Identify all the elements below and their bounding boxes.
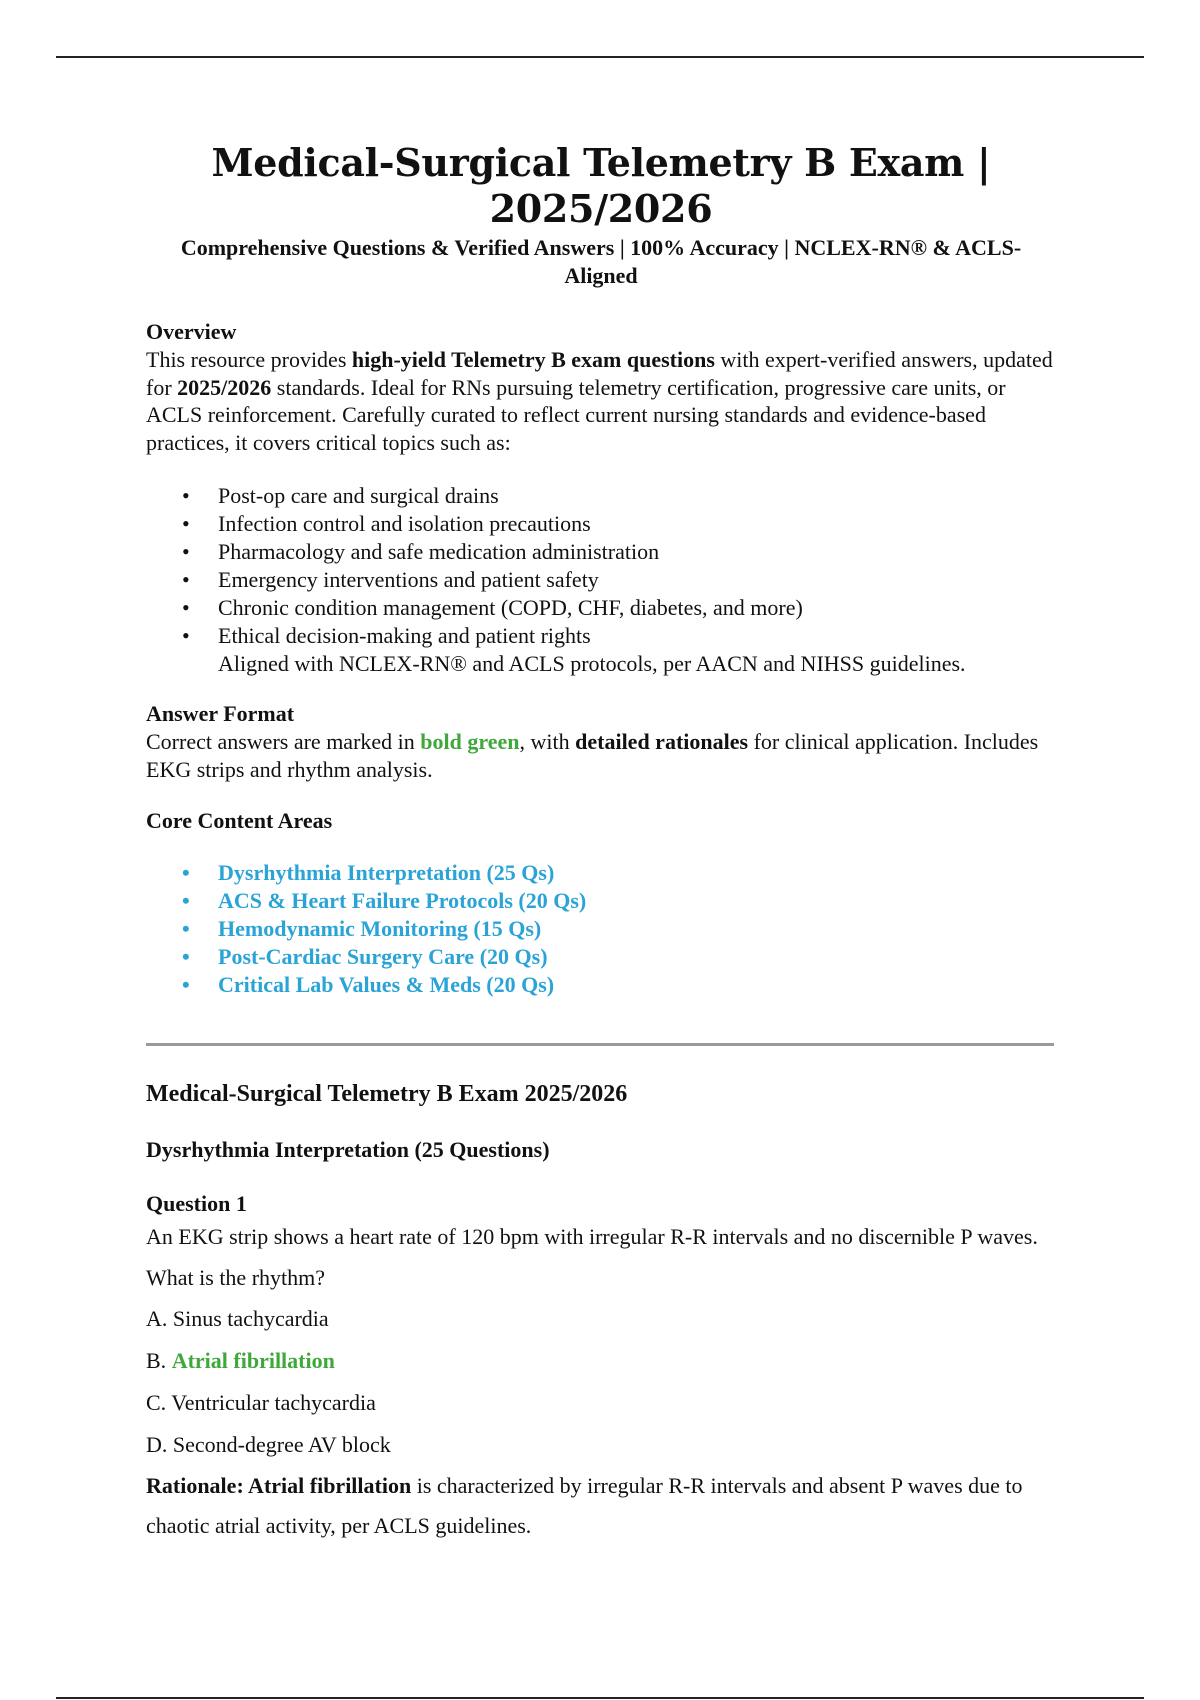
bottom-rule [56,1697,1144,1699]
core-item-hemodynamic[interactable]: • Hemodynamic Monitoring (15 Qs) [146,915,1056,943]
question-label: Question 1 [146,1191,247,1216]
list-item: • Chronic condition management (COPD, CHF, diabetes, and more) [146,594,1056,622]
core-content-heading: Core Content Areas [146,808,333,833]
topic-list [146,482,1056,650]
exam-title: Medical-Surgical Telemetry B Exam 2025/2026 [146,1081,628,1107]
question-text: An EKG strip shows a heart rate of 120 bpm with irregular R-R intervals and no discernible P waves. What is the rhythm? [146,1224,1038,1290]
section-title: Dysrhythmia Interpretation (25 Questions) [146,1137,550,1162]
core-item-critical-labs[interactable]: • Critical Lab Values & Meds (20 Qs) [146,971,1056,999]
answer-format-paragraph: Correct answers are marked in bold green, with detailed rationales for clinical application. Includes EKG strips and rhythm analysis. [146,729,1039,782]
option-b: B. Atrial fibrillation [146,1348,335,1373]
core-item-dysrhythmia[interactable]: • Dysrhythmia Interpretation (25 Qs) [146,859,1056,887]
top-rule [56,56,1144,58]
option-a: A. Sinus tachycardia [146,1306,329,1331]
core-item-acs-heart-failure[interactable]: • ACS & Heart Failure Protocols (20 Qs) [146,887,1056,915]
overview-paragraph: This resource provides high-yield Telemetry B exam questions with expert-verified answers, updated for 2025/2026 standards. Ideal for RNs pursuing telemetry certification, progressive care units, or ACLS reinforcement. Carefully curated to reflect current nursing standards and evidence-based practices, it covers critical topics such as: [146,347,1053,455]
list-item: • Post-op care and surgical drains [146,482,1056,510]
bold-green-sample: bold green [420,729,520,754]
question-block [146,1216,1056,1546]
document-title: Medical-Surgical Telemetry B Exam | 2025/2026 [211,140,991,231]
overview-heading: Overview [146,319,237,344]
document-page [146,140,1056,1546]
list-item: • Infection control and isolation precautions [146,510,1056,538]
core-content-list [146,859,1056,999]
list-item: • Emergency interventions and patient safety [146,566,1056,594]
option-c: C. Ventricular tachycardia [146,1390,376,1415]
document-subtitle: Comprehensive Questions & Verified Answers | 100% Accuracy | NCLEX-RN® & ACLS-Aligned [180,235,1022,288]
list-item: • Ethical decision-making and patient rights [146,622,1056,650]
option-d: D. Second-degree AV block [146,1432,391,1457]
list-item: • Pharmacology and safe medication administration [146,538,1056,566]
answer-format-heading: Answer Format [146,701,295,726]
aligned-note: Aligned with NCLEX-RN® and ACLS protocols, per AACN and NIHSS guidelines. [218,651,966,676]
core-item-post-cardiac[interactable]: • Post-Cardiac Surgery Care (20 Qs) [146,943,1056,971]
correct-answer: Atrial fibrillation [171,1348,335,1373]
rationale: Rationale: Atrial fibrillation is characterized by irregular R-R intervals and absent P waves due to chaotic atrial activity, per ACLS guidelines. [146,1473,1023,1538]
